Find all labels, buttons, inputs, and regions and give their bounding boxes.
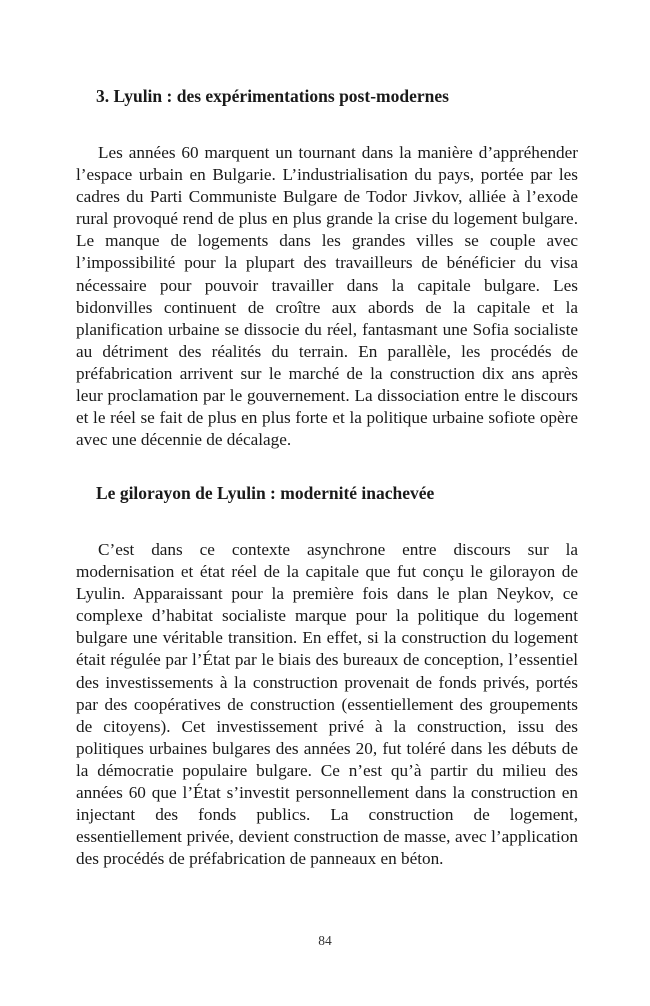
subsection-paragraph: C’est dans ce contexte asynchrone entre discours sur la modernisation et état réel de la capitale que fut conçu le gilorayon de Lyulin. Apparaissant pour la première fois dans le plan Neykov, ce complexe d’habitat socialiste marque pour la politique du logement bulgare une véritable transition. En effet, si la construction du logement était régulée par l’État par le biais des bureaux de conception, l’essentiel des investissements à la construction provenait de fonds privés, portés par des coopératives de construction (essentiellement des groupements de citoyens). Cet investissement privé à la construction, issu des politiques urbaines bulgares des années 20, fut toléré dans les débuts de la démocratie populaire bulgare. Ce n’est qu’à partir du milieu des années 60 que l’État s’investit personnellement dans la construction en injectant des fonds publics. La construction de logement, essentiellement privée, devient construction de masse, avec l’application des procédés de préfabrication de panneaux en béton. [76, 540, 578, 869]
section-heading: 3. Lyulin : des expérimentations post-modernes [96, 86, 449, 106]
section-paragraph: Les années 60 marquent un tournant dans la manière d’appréhender l’espace urbain en Bulgarie. L’industrialisation du pays, portée par les cadres du Parti Communiste Bulgare de Todor Jivkov, alliée à l’exode rural provoqué rend de plus en plus grande la crise du logement bulgare. Le manque de logements dans les grandes villes se couple avec l’impossibilité pour la plupart des travailleurs de bénéficier du visa nécessaire pour pouvoir travailler dans la capitale bulgare. Les bidonvilles continuent de croître aux abords de la capitale et la planification urbaine se dissocie du réel, fantasmant une Sofia socialiste au détriment des réalités du terrain. En parallèle, les procédés de préfabrication arrivent sur le marché de la construction dix ans après leur proclamation par le gouvernement. La dissociation entre le discours et le réel se fait de plus en plus forte et la politique urbaine sofiote opère avec une décennie de décalage. [76, 143, 578, 450]
subsection-heading: Le gilorayon de Lyulin : modernité inachevée [96, 483, 435, 503]
page-number: 84 [318, 933, 332, 948]
